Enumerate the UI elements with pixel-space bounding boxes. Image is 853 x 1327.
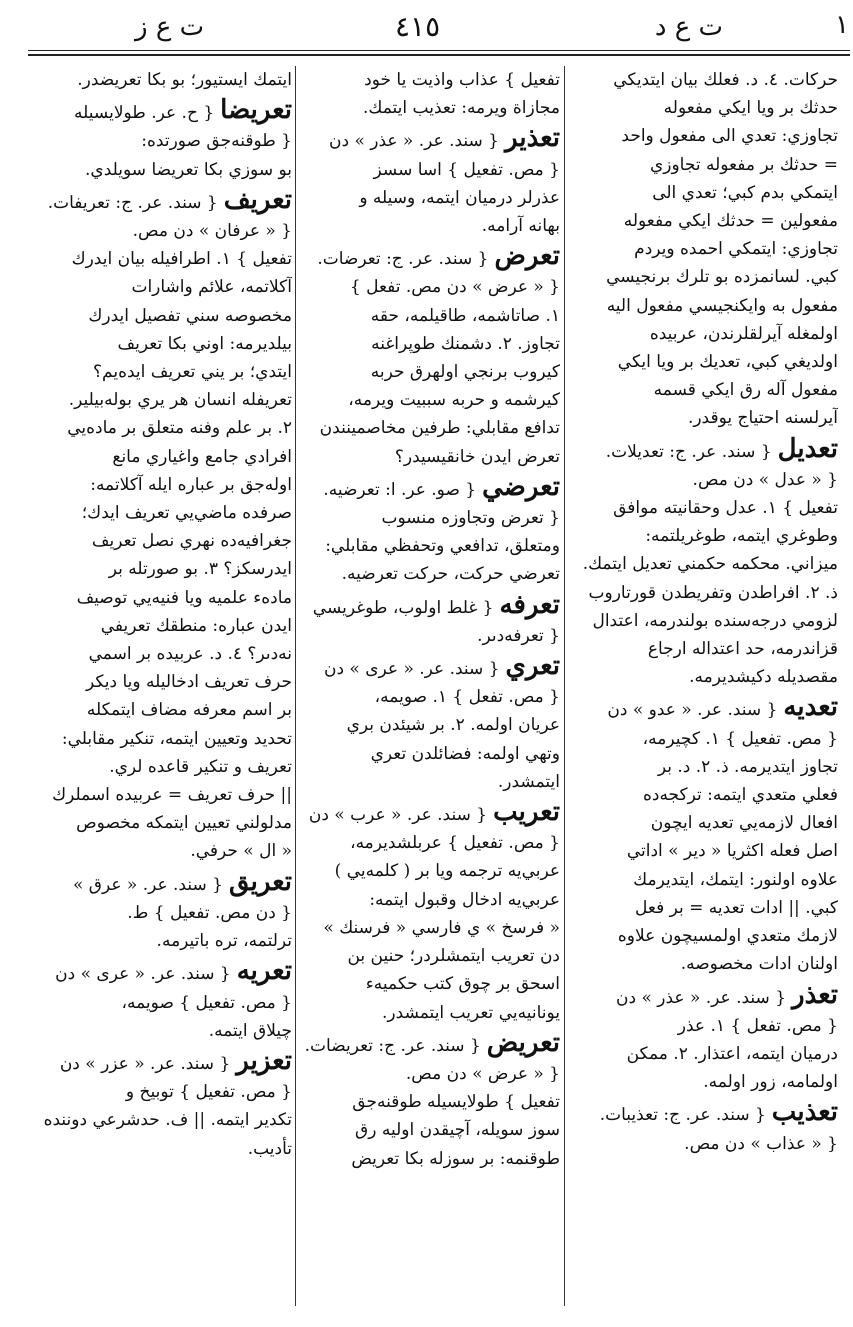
entry-line (298, 798, 560, 829)
entry-text: ٢. بر علم وفنه متعلق بر ماده‌يي (67, 418, 292, 439)
entry-text: { مص. تفعيل } اسا سسز (373, 159, 560, 180)
headword: تعديل (777, 434, 838, 464)
entry-text: قزاندرمه، حد اعتداله ارجاع (647, 639, 838, 660)
entry-text: ١. صاتاشمه، طاقيلمه، حقه (370, 305, 560, 326)
entry-line (568, 663, 838, 691)
entry-line (568, 122, 838, 150)
entry-line (568, 550, 838, 578)
entry-line (298, 273, 560, 301)
headword: تعريق (228, 867, 292, 897)
entry-line (298, 829, 560, 857)
entry-line (568, 522, 838, 550)
entry-line (298, 1116, 560, 1144)
entry-text: يونانيه‌يي تعريب ايتمشدر. (382, 1002, 560, 1023)
entry-line (298, 443, 560, 471)
dictionary-entry (30, 957, 292, 1045)
entry-line (568, 1040, 838, 1068)
entry-line (30, 386, 292, 414)
dictionary-entry (298, 1029, 560, 1173)
entry-line (568, 981, 838, 1012)
entry-line (298, 504, 560, 532)
entry-text: ميزاني. محكمه حكمني تعديل ايتمك. (582, 554, 838, 575)
entry-line (568, 866, 838, 894)
dictionary-entry (298, 242, 560, 471)
entry-text: { مص. تفعيل } عربلشديرمه، (350, 833, 560, 854)
entry-text: اولديغي كبي، تعديك بر ويا ايكي (617, 352, 838, 373)
entry-text: اوله‌جق بر عباره ايله آكلاتمه: (90, 474, 292, 495)
entry-line (30, 245, 292, 273)
entry-text: تأديب. (247, 1138, 292, 1159)
entry-text: تجاوزي: ايتمكي احمده ويردم (634, 239, 838, 260)
headword: تعذر (792, 980, 838, 1010)
entry-text: آيرلسنه احتياج يوقدر. (687, 408, 838, 429)
entry-text: تعريفله انسان هر يري بوله‌بيلير. (68, 390, 292, 411)
header-left-letters: ت ع ز (135, 12, 205, 42)
corner-mark: ١ (835, 10, 849, 40)
entry-line (568, 693, 838, 724)
header-rule-double (28, 54, 850, 56)
entry-line (30, 273, 292, 301)
entry-text: علاوه اولنور: ايتمك، ايتديرمك (633, 869, 838, 890)
dictionary-entry (298, 591, 560, 650)
dictionary-entry (568, 66, 838, 433)
header-right-letters: ت ع د (654, 12, 723, 42)
headword: تعريب (493, 798, 560, 828)
entry-text: { « عرض » دن مص. تفعل } (349, 277, 560, 298)
entry-line (30, 989, 292, 1017)
entry-line (298, 622, 560, 650)
entry-text: { تعرفه‌دىر. (477, 625, 560, 646)
entry-line (568, 494, 838, 522)
entry-line (568, 837, 838, 865)
entry-line (30, 781, 292, 809)
entry-text: مجازاة ويرمه: تعذيب ايتمك. (362, 98, 560, 119)
entry-line (568, 235, 838, 263)
entry-line (298, 652, 560, 683)
entry-line (568, 404, 838, 432)
entry-line (568, 348, 838, 376)
entry-line (298, 740, 560, 768)
entry-line (30, 868, 292, 899)
entry-text: { سند. عر. « عرى » دن (55, 964, 231, 985)
entry-text: تدافع مقابلي: طرفين مخاصمينندن (319, 418, 560, 439)
entry-text: تحديد وتعيين ايتمه، تنكير مقابلي: (61, 728, 292, 749)
entry-line (30, 527, 292, 555)
entry-text: { سند. عر. « عرى » دن (323, 659, 500, 680)
dictionary-entry (30, 868, 292, 956)
dictionary-entry (568, 693, 838, 978)
entry-line (568, 753, 838, 781)
entry-text: مفعولين = حدثك ايكي مفعوله (623, 211, 838, 232)
entry-line (30, 499, 292, 527)
entry-line (298, 473, 560, 504)
entry-line (298, 358, 560, 386)
headword: تعذيب (771, 1098, 838, 1128)
column-middle (298, 66, 560, 1306)
entry-line (30, 471, 292, 499)
entry-text: افرادي جامع واغياري مانع (112, 446, 292, 467)
headword: تعريض (486, 1028, 560, 1058)
entry-line (568, 635, 838, 663)
entry-line (298, 532, 560, 560)
entry-line (298, 886, 560, 914)
entry-text: { « عدل » دن مص. (692, 469, 838, 490)
entry-line (568, 922, 838, 950)
entry-text: { سند. عر. « عرق » (72, 874, 223, 895)
entry-text: مخصوصه سني تفصيل ايدرك (88, 305, 292, 326)
column-left (30, 66, 292, 1306)
entry-line (30, 1078, 292, 1106)
entry-line (30, 809, 292, 837)
dictionary-entry (298, 652, 560, 796)
headword: تعذير (504, 124, 560, 154)
entry-line (298, 330, 560, 358)
entry-text: { ح. عر. طولايسيله (74, 103, 215, 124)
entry-line (568, 809, 838, 837)
entry-line (30, 612, 292, 640)
entry-text: { « عرض » دن مص. (405, 1063, 560, 1084)
dictionary-entry (30, 1047, 292, 1163)
dictionary-entry (30, 66, 292, 94)
entry-line (30, 696, 292, 724)
entry-text: ايتمكي بدم كبي؛ تعدي الى (652, 182, 838, 203)
entry-line (568, 207, 838, 235)
entry-text: سوز سويله، آچيقدن اوليه رق (355, 1120, 560, 1141)
entry-text: { سند. عر. ج: تعذيبات. (599, 1105, 766, 1126)
entry-text: { غلط اولوب، طوغريسي (312, 597, 494, 618)
entry-line (30, 217, 292, 245)
entry-text: آكلاتمه، علائم واشارات (131, 277, 292, 298)
entry-text: مفعول آله رق ايكي قسمه (653, 380, 838, 401)
headword: تعديه (783, 693, 838, 723)
entry-text: طوقنمه: بر سوزله بكا تعريض (351, 1148, 560, 1169)
entry-line (30, 1106, 292, 1134)
entry-text: عذرلر درميان ايتمه، وسيله و (359, 187, 560, 208)
headword: تعريضا (220, 96, 292, 126)
entry-line (568, 376, 838, 404)
entry-text: اولنان ادات مخصوصه. (680, 954, 838, 975)
entry-line (298, 1088, 560, 1116)
entry-text: { سند. عر. « عزر » دن (59, 1053, 231, 1074)
column-divider (295, 66, 296, 1306)
entry-text: دن تعريب ايتمشلردر؛ حنين بن (347, 946, 560, 967)
entry-text: عربي‌يه ترجمه ويا بر ( كلمه‌يي ) (334, 861, 560, 882)
entry-text: { طوقنه‌جق صورتده: (141, 131, 292, 152)
entry-line (568, 151, 838, 179)
column-divider (564, 66, 565, 1306)
entry-line (298, 124, 560, 155)
entry-text: { مص. تفعيل } صويمه، (121, 992, 292, 1013)
entry-text: ومتعلق، تدافعي وتحفظي مقابلي: (325, 536, 560, 557)
entry-text: تفعيل } عذاب واذيت يا خود (364, 70, 560, 90)
entry-line (30, 127, 292, 155)
entry-text: { مص. تفعل } ١. عذر (677, 1015, 838, 1036)
entry-text: { تعرض وتجاوزه منسوب (381, 508, 560, 529)
entry-line (298, 302, 560, 330)
entry-line (298, 683, 560, 711)
entry-text: مادهء علميه ويا فنيه‌يي توصيف (76, 587, 292, 608)
entry-line (568, 1098, 838, 1129)
entry-line (30, 753, 292, 781)
entry-text: تفعيل } ١. اطرافيله بيان ايدرك (71, 249, 292, 270)
entry-line (298, 414, 560, 442)
entry-text: بهانه آرامه. (481, 216, 560, 237)
entry-text: تفعيل } ١. عدل وحقانيته موافق (613, 498, 838, 519)
entry-text: { سند. عر. ج: تعرضات. (317, 249, 489, 270)
entry-text: ايدرسكز؟ ٣. بو صورتله بر (108, 559, 292, 580)
entry-line (568, 179, 838, 207)
entry-line (298, 1145, 560, 1173)
entry-text: { سند. عر. ج: تعريفات. (47, 192, 218, 213)
entry-line (568, 466, 838, 494)
headword: تعريه (236, 957, 292, 987)
entry-line (568, 579, 838, 607)
headword: تعري (505, 652, 560, 682)
entry-line (568, 950, 838, 978)
entry-text: عريان اولمه. ٢. بر شيئدن بري (346, 715, 560, 736)
entry-text: « ال » حرفي. (190, 841, 292, 862)
entry-line (30, 96, 292, 127)
page-number: ٤١٥ (395, 10, 441, 43)
entry-line (568, 781, 838, 809)
entry-text: { مص. تفعيل } توبيخ و (125, 1082, 292, 1103)
entry-text: عربي‌يه ادخال وقبول ايتمه: (369, 889, 560, 910)
entry-line (30, 725, 292, 753)
entry-line (30, 66, 292, 94)
entry-text: وطوغري ايتمه، طوغريلتمه: (645, 526, 838, 547)
entry-text: حرف تعريف ادخاليله ويا ديكر (86, 672, 292, 693)
entry-text: تجاوز ايتديرمه. ذ. ٢. د. بر (657, 756, 838, 777)
entry-line (298, 1060, 560, 1088)
entry-text: { دن مص. تفعيل } ط. (127, 902, 292, 923)
entry-text: تعريف و تنكير قاعده لري. (109, 756, 292, 777)
entry-text: { سند. عر. « عدو » دن (607, 700, 778, 721)
entry-line (30, 555, 292, 583)
entry-line (30, 668, 292, 696)
headword: تعرضي (482, 472, 560, 502)
dictionary-entry (30, 96, 292, 184)
entry-text: بو سوزي بكا تعريضا سويلدي. (85, 159, 292, 180)
column-right (568, 66, 838, 1306)
entry-line (30, 1047, 292, 1078)
dictionary-entry (30, 186, 292, 866)
entry-text: ايدن عباره: منطقك تعريفي (100, 615, 292, 636)
entry-text: { سند. عر. ج: تعديلات. (605, 441, 772, 462)
entry-line (30, 837, 292, 865)
entry-line (298, 857, 560, 885)
entry-line (30, 899, 292, 927)
entry-line (568, 1012, 838, 1040)
entry-text: ترلتمه، تره باتيرمه. (156, 931, 292, 952)
entry-line (298, 914, 560, 942)
entry-line (298, 212, 560, 240)
entry-line (568, 292, 838, 320)
entry-text: تفعيل } طولايسيله طوقنه‌جق (352, 1092, 560, 1113)
entry-text: { سند. عر. « عذر » دن (616, 987, 787, 1008)
entry-text: جغرافيه‌ده نهري نصل تعريف (91, 531, 292, 552)
entry-line (568, 435, 838, 466)
entry-text: ايتمك ايستيور؛ بو بكا تعريضدر. (77, 70, 292, 90)
entry-text: { مص. تفعيل } ١. كچيرمه، (642, 728, 838, 749)
entry-text: وتهي اولمه: فضائلدن تعري (370, 743, 560, 764)
entry-text: || حرف تعريف = عربيده اسملرك (52, 785, 292, 806)
entry-text: چيلاق ايتمه. (208, 1020, 292, 1041)
entry-text: كبي. || ادات تعديه = بر فعل (635, 897, 838, 918)
entry-text: صرفده ماضي‌يي تعريف ايدك؛ (81, 503, 292, 524)
entry-line (30, 640, 292, 668)
entry-line (298, 942, 560, 970)
entry-line (298, 242, 560, 273)
entry-text: اولمغله آيرلقلرندن، عربيده (649, 323, 838, 344)
entry-text: تعرضي حركت، حركت تعرضيه. (341, 564, 560, 585)
entry-text: اسحق بر چوق كتب حكميه‌ء (365, 974, 560, 995)
entry-text: { مص. تفعل } ١. صويمه، (374, 687, 560, 708)
entry-line (568, 1130, 838, 1158)
entry-text: لزومي درجه‌سنده بولندرمه، اعتدال (592, 610, 838, 631)
dictionary-entry (568, 435, 838, 692)
entry-text: ذ. ٢. افراطدن وتفريطدن قورتاروب (588, 582, 838, 603)
entry-line (30, 302, 292, 330)
entry-text: { سند. عر. « عذر » دن (328, 131, 499, 152)
headword: تعرض (494, 242, 560, 272)
entry-line (568, 894, 838, 922)
entry-text: لازمك متعدي اولمسيچون علاوه (617, 926, 838, 947)
entry-text: بر اسم معرفه مضاف ايتمكله (86, 700, 292, 721)
entry-line (568, 1068, 838, 1096)
entry-text: « فرسخ » ي فارسي « فرسنك » (323, 917, 560, 938)
dictionary-entry (298, 473, 560, 589)
entry-text: كبي. لسانمزده بو تلرك برنجيسي (606, 267, 838, 288)
entry-text: اصل فعله اكثريا « دير » اداتي (626, 841, 838, 862)
entry-text: ايتدي؛ بر يني تعريف ايدەيم؟ (93, 362, 292, 383)
entry-line (568, 66, 838, 94)
entry-line (30, 414, 292, 442)
entry-text: { سند. عر. « عرب » دن (308, 805, 488, 826)
entry-line (298, 94, 560, 122)
headword: تعزير (236, 1046, 292, 1076)
entry-text: افعال لازمه‌يي تعديه ايچون (650, 813, 838, 834)
entry-text: { صو. عر. ا: تعرضيه. (323, 479, 477, 500)
dictionary-entry (298, 66, 560, 122)
dictionary-entry (568, 1098, 838, 1157)
entry-line (30, 330, 292, 358)
entry-text: { سند. عر. ج: تعريضات. (304, 1035, 481, 1056)
entry-text: { « عرفان » دن مص. (132, 221, 292, 242)
entry-text: كيرشمه و حربه سببيت ويرمه، (348, 390, 560, 411)
entry-text: { « عذاب » دن مص. (684, 1133, 838, 1154)
entry-line (568, 607, 838, 635)
entry-line (30, 957, 292, 988)
entry-line (568, 94, 838, 122)
dictionary-entry (298, 798, 560, 1027)
entry-line (30, 156, 292, 184)
entry-line (30, 1135, 292, 1163)
entry-line (298, 999, 560, 1027)
entry-text: مدلولني تعيين ايتمكه مخصوص (76, 813, 292, 834)
entry-line (298, 591, 560, 622)
entry-text: مقصديله دكيشديرمه. (689, 667, 838, 688)
entry-text: اولمامه، زور اولمه. (703, 1072, 838, 1093)
entry-text: كيروب برنجي اولهرق حربه (370, 362, 560, 383)
entry-line (30, 927, 292, 955)
dictionary-entry (568, 981, 838, 1097)
entry-text: = حدثك بر مفعوله تجاوزي (649, 154, 838, 175)
headword: تعريف (223, 185, 292, 215)
entry-line (298, 156, 560, 184)
entry-line (298, 184, 560, 212)
entry-line (298, 386, 560, 414)
entry-text: تعرض ايدن خانقيسيدر؟ (394, 446, 560, 467)
entry-text: تجاوزي: تعدي الى مفعول واحد (621, 126, 838, 147)
entry-text: حركات. ٤. د. فعلك بيان ايتديكي (613, 70, 838, 90)
entry-text: تكدير ايتمه. || ف. حدشرعي دوننده (43, 1110, 292, 1131)
entry-text: حدثك بر ويا ايكي مفعوله (663, 98, 838, 119)
entry-line (298, 711, 560, 739)
entry-line (298, 768, 560, 796)
entry-text: بيلديرمه: اوني بكا تعريف (117, 333, 292, 354)
dictionary-entry (298, 124, 560, 240)
header-rule (28, 50, 850, 51)
entry-text: ايتمشدر. (497, 771, 560, 792)
entry-text: نه‌دىر؟ ٤. د. عربيده بر اسمي (88, 644, 292, 665)
entry-line (568, 320, 838, 348)
entry-line (298, 560, 560, 588)
entry-line (298, 970, 560, 998)
entry-line (30, 358, 292, 386)
entry-line (298, 1029, 560, 1060)
entry-line (30, 186, 292, 217)
entry-text: درميان ايتمه، اعتذار. ٢. ممكن (626, 1043, 838, 1064)
headword: تعرفه (499, 590, 560, 620)
entry-line (298, 66, 560, 94)
entry-line (30, 1017, 292, 1045)
entry-line (568, 725, 838, 753)
entry-text: مفعول به وايكنجيسي مفعول اليه (606, 295, 838, 316)
entry-text: تجاوز. ٢. دشمنك طوپراغنه (371, 333, 560, 354)
entry-text: فعلي متعدي ايتمه: تركجه‌ده (642, 785, 838, 806)
entry-line (30, 443, 292, 471)
entry-line (30, 584, 292, 612)
entry-line (568, 263, 838, 291)
